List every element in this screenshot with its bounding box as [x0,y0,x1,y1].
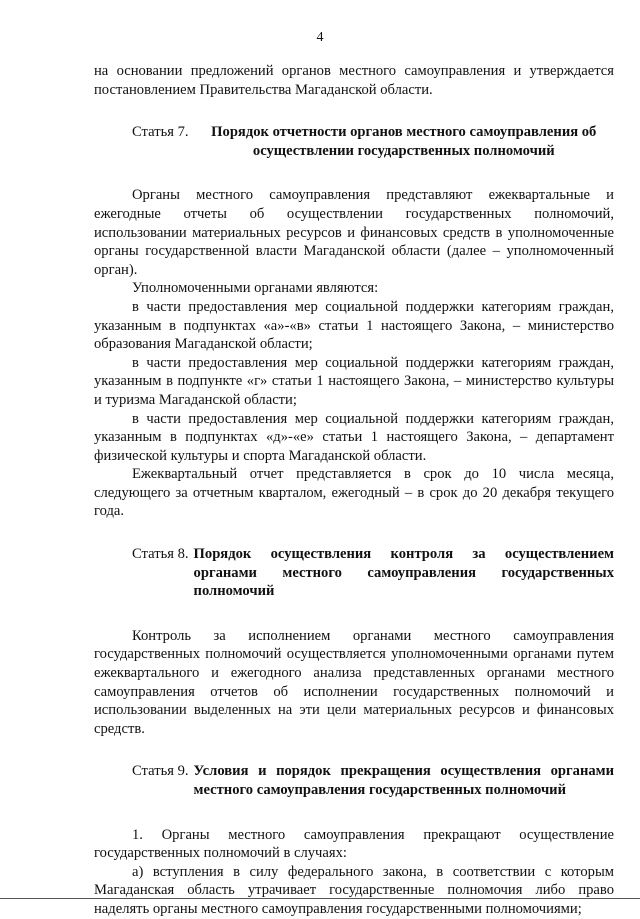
article-8-number: Статья 8. [132,546,189,563]
article-7-paragraph: в части предоставления мер социальной поддержки категориям граждан, указанным в подпункте «г» статьи 1 настоящего Закона, – министерство культуры и туризма Магаданской области; [94,354,614,408]
article-7-paragraph: Ежеквартальный отчет представляется в срок до 10 числа месяца, следующего за отчетным кварталом, ежегодный – в срок до 20 декабря текущего года. [94,466,614,520]
article-7-paragraph: в части предоставления мер социальной поддержки категориям граждан, указанным в подпунктах «а»-«в» статьи 1 настоящего Закона, – министерство образования Магаданской области; [94,298,614,353]
page-number: 4 [316,30,324,45]
article-9-paragraph: а) вступления в силу федерального закона, в соответствии с которым Магаданская область утрачивает государственные полномочия либо право наделять органы местного самоуправления государственными полномочиями; [94,863,614,917]
article-7-paragraph: в части предоставления мер социальной поддержки категориям граждан, указанным в подпунктах «д»-«е» статьи 1 настоящего Закона, – департамент физической культуры и спорта Магаданской области. [94,410,614,464]
article-7-number: Статья 7. [132,124,189,141]
article-8-paragraph: Контроль за исполнением органами местного самоуправления государственных полномочий осуществляется уполномоченными органами путем ежеквартального и ежегодного анализа представленных органами местного самоуправления отчетов об исполнении государственных полномочий и использовании выделенных на эти цели материальных ресурсов и финансовых средств. [94,627,614,737]
article-7-paragraph: Уполномоченными органами являются: [132,280,379,297]
article-9-title: Условия и порядок прекращения осуществления органами местного самоуправления государственных полномочий [193,763,614,798]
article-9-heading [94,762,614,799]
article-8-heading [94,545,614,601]
article-9-paragraph: 1. Органы местного самоуправления прекращают осуществление государственных полномочий в случаях: [94,826,614,862]
article-9-number: Статья 9. [132,763,189,780]
article-7-heading [94,123,614,160]
page-bottom-rule [0,898,640,899]
article-7-paragraph: Органы местного самоуправления представляют ежеквартальные и ежегодные отчеты об осуществлении государственных полномочий, использовании материальных ресурсов и финансовых средств в уполномоченные органы государственной власти Магаданской области (далее – уполномоченный орган). [94,187,614,278]
article-8-title: Порядок осуществления контроля за осуществлением органами местного самоуправления государственных полномочий [193,546,614,600]
document-body [94,62,614,919]
intro-paragraph: на основании предложений органов местного самоуправления и утверждается постановлением Правительства Магаданской области. [94,63,614,98]
article-7-title: Порядок отчетности органов местного самоуправления об осуществлении государственных полномочий [211,124,597,159]
